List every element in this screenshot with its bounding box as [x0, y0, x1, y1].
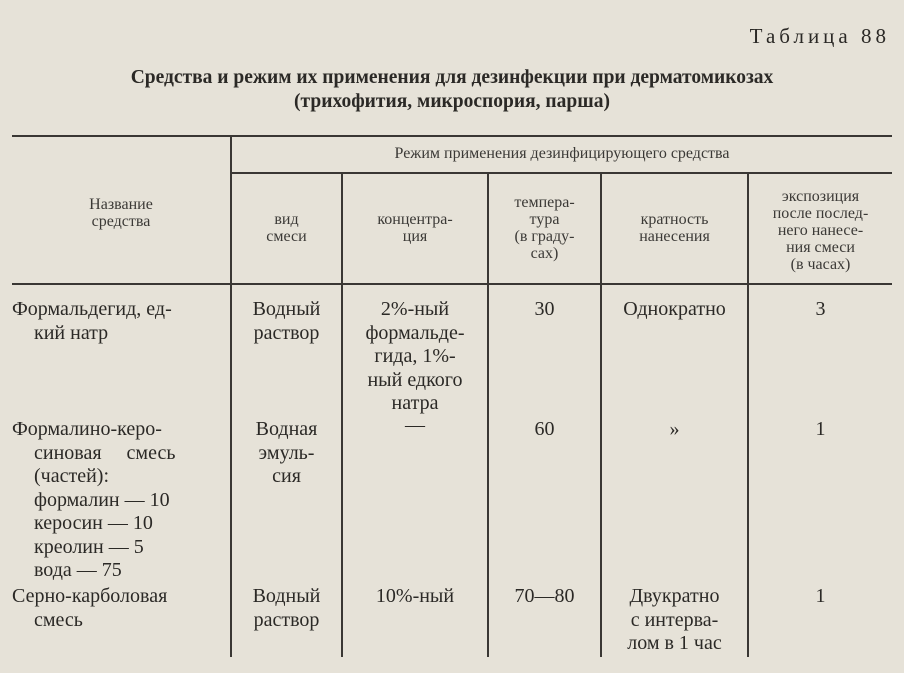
- row-2-frequency: »: [669, 418, 680, 440]
- header-temperature: темпера- тура (в граду- сах): [514, 194, 575, 262]
- row-3-mix-type: Водный раствор: [252, 585, 321, 631]
- header-name: Название средства: [89, 196, 153, 230]
- header-mix-type: вид смеси: [266, 211, 307, 245]
- row-2-name: Формалино-керо- синовая смесь (частей): формалин — 10 керосин — 10 креолин — 5 вода — 75: [12, 418, 176, 581]
- header-concentration: концентра- ция: [377, 211, 453, 245]
- row-2-mix-type: Водная эмуль- сия: [255, 418, 318, 487]
- header-exposure: экспозиция после послед- него нанесе- ния смеси (в часах): [772, 188, 869, 273]
- row-1-name: Формальдегид, ед- кий натр: [12, 298, 172, 344]
- row-3-temperature: 70—80: [514, 585, 575, 607]
- header-bottom-rule: [12, 283, 892, 285]
- table-title: [0, 66, 904, 114]
- row-1-exposure: 3: [815, 298, 826, 320]
- row-1-frequency: Однократно: [623, 298, 726, 320]
- table-top-rule: [12, 135, 892, 137]
- title-line-2: (трихофития, микроспория, парша): [294, 91, 610, 112]
- row-1-concentration: 2%-ный формальде- гида, 1%- ный едкого натра: [365, 298, 465, 414]
- row-2-exposure: 1: [815, 418, 826, 440]
- row-1-mix-type: Водный раствор: [252, 298, 321, 344]
- row-3-frequency: Двукратно с интерва- лом в 1 час: [627, 585, 722, 654]
- row-3-concentration: 10%-ный: [375, 585, 455, 607]
- header-group: Режим применения дезинфицирующего средства: [394, 145, 730, 162]
- row-3-exposure: 1: [815, 585, 826, 607]
- row-3-name: Серно-карболовая смесь: [12, 585, 168, 631]
- table-number: Таблица 88: [749, 24, 890, 48]
- row-1-temperature: 30: [534, 298, 555, 320]
- header-frequency: кратность нанесения: [639, 211, 710, 245]
- row-2-temperature: 60: [534, 418, 555, 440]
- group-header-rule: [230, 172, 892, 174]
- row-2-concentration: —: [405, 414, 425, 436]
- title-line-1: Средства и режим их применения для дезинфекции при дерматомикозах: [130, 67, 774, 88]
